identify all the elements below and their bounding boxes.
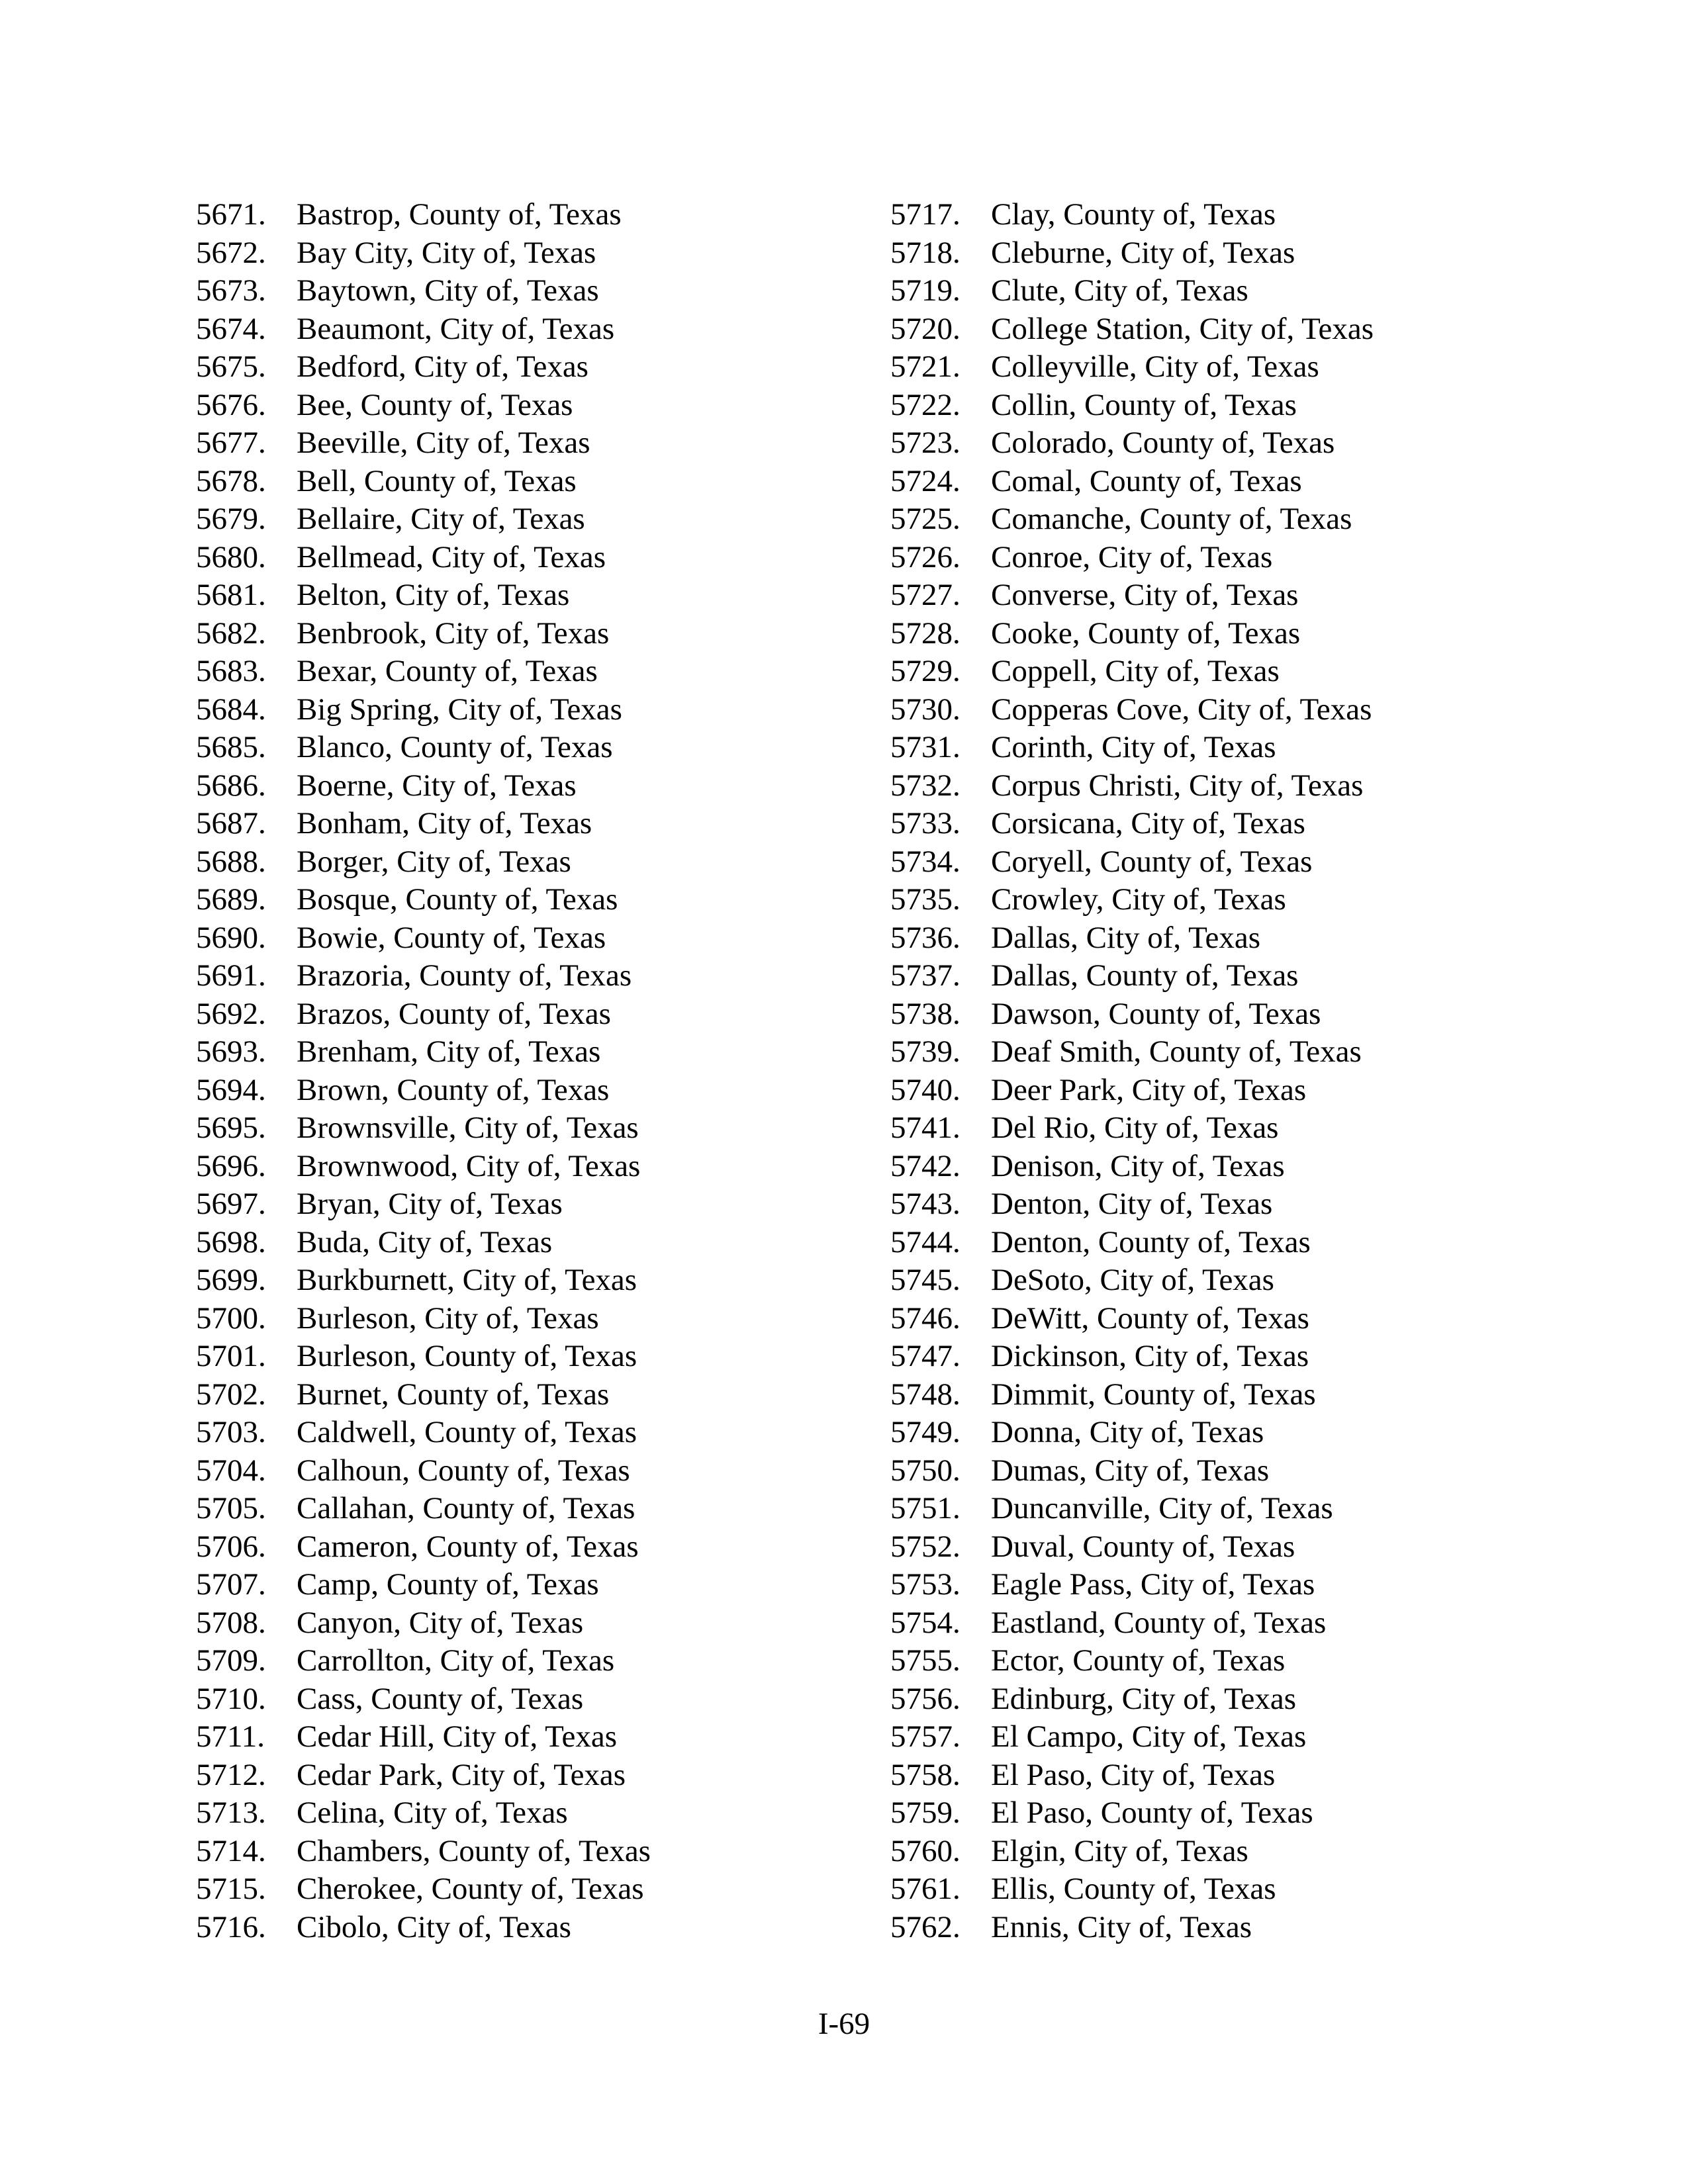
entry-name: Dallas, County of, Texas: [991, 958, 1299, 993]
entry-name: Carrollton, City of, Texas: [297, 1643, 615, 1678]
entry-name: Canyon, City of, Texas: [297, 1605, 584, 1640]
entry-name: Brownsville, City of, Texas: [297, 1111, 639, 1145]
entry-number: 5722.: [890, 387, 961, 422]
entry-number: 5757.: [890, 1719, 961, 1754]
entry-number: 5723.: [890, 426, 961, 460]
entry-number: 5672.: [196, 235, 266, 270]
entry-name: Cherokee, County of, Texas: [297, 1872, 644, 1906]
entry-number: 5686.: [196, 768, 266, 803]
entry-name: Cibolo, City of, Texas: [297, 1909, 571, 1944]
entry-name: Copperas Cove, City of, Texas: [991, 692, 1372, 727]
entry-name: Burkburnett, City of, Texas: [297, 1263, 637, 1297]
entry-name: Cooke, County of, Texas: [991, 615, 1301, 651]
entry-number: 5735.: [890, 882, 961, 917]
entry-name: Burnet, County of, Texas: [297, 1377, 610, 1412]
entry-number: 5701.: [196, 1339, 266, 1373]
list-item: [196, 1490, 858, 1528]
entry-number: 5741.: [890, 1111, 961, 1145]
entry-number: 5732.: [890, 768, 961, 803]
list-item: [890, 1909, 1552, 1947]
entry-number: 5743.: [890, 1187, 961, 1221]
entry-number: 5683.: [196, 654, 266, 688]
entry-number: 5684.: [196, 692, 266, 727]
list-item: [890, 424, 1552, 463]
list-item: [196, 196, 858, 234]
list-item: [196, 1642, 858, 1680]
list-item: [196, 539, 858, 577]
list-item: [890, 729, 1552, 767]
entry-number: 5715.: [196, 1872, 266, 1906]
entry-number: 5697.: [196, 1187, 266, 1221]
entry-number: 5733.: [890, 806, 961, 841]
list-item: [196, 1261, 858, 1300]
entry-number: 5750.: [890, 1453, 961, 1488]
entry-number: 5755.: [890, 1643, 961, 1678]
list-item: [890, 348, 1552, 387]
entry-number: 5756.: [890, 1681, 961, 1716]
entry-number: 5749.: [890, 1415, 961, 1449]
entry-number: 5707.: [196, 1567, 266, 1602]
entry-name: Caldwell, County of, Texas: [297, 1415, 637, 1449]
list-item: [196, 1300, 858, 1338]
entry-name: Bell, County of, Texas: [297, 463, 577, 498]
entry-name: Converse, City of, Texas: [991, 578, 1299, 612]
entry-name: Borger, City of, Texas: [297, 844, 571, 879]
entry-number: 5754.: [890, 1605, 961, 1640]
entry-name: Collin, County of, Texas: [991, 387, 1297, 422]
entry-name: Del Rio, City of, Texas: [991, 1111, 1279, 1145]
entry-name: Dickinson, City of, Texas: [991, 1339, 1309, 1373]
entry-name: Ector, County of, Texas: [991, 1643, 1286, 1678]
entry-number: 5695.: [196, 1111, 266, 1145]
list-item: [890, 691, 1552, 729]
list-item: [890, 1566, 1552, 1604]
entry-number: 5752.: [890, 1529, 961, 1564]
entry-name: Brown, County of, Texas: [297, 1072, 610, 1107]
list-item: [196, 424, 858, 463]
list-item: [890, 1794, 1552, 1833]
entry-number: 5726.: [890, 539, 961, 574]
entry-number: 5745.: [890, 1263, 961, 1297]
entry-number: 5717.: [890, 197, 961, 232]
list-item: [196, 843, 858, 882]
list-item: [890, 1224, 1552, 1262]
entry-number: 5709.: [196, 1643, 266, 1678]
entry-name: Comal, County of, Texas: [991, 463, 1302, 498]
list-item: [196, 729, 858, 767]
list-item: [890, 1148, 1552, 1186]
entry-number: 5690.: [196, 920, 266, 955]
list-item: [890, 463, 1552, 501]
entry-number: 5689.: [196, 882, 266, 917]
entry-number: 5740.: [890, 1072, 961, 1107]
entry-name: Corsicana, City of, Texas: [991, 806, 1305, 841]
entry-number: 5748.: [890, 1377, 961, 1412]
entry-number: 5721.: [890, 349, 961, 384]
entry-name: Dumas, City of, Texas: [991, 1453, 1270, 1488]
entry-name: Conroe, City of, Texas: [991, 539, 1273, 574]
entry-number: 5688.: [196, 844, 266, 879]
entry-number: 5714.: [196, 1833, 266, 1868]
list-item: [890, 272, 1552, 310]
entry-name: Cedar Park, City of, Texas: [297, 1757, 626, 1792]
entry-name: DeSoto, City of, Texas: [991, 1263, 1274, 1297]
entry-name: Bonham, City of, Texas: [297, 806, 592, 841]
entry-name: Bastrop, County of, Texas: [297, 197, 622, 232]
list-item: [890, 1300, 1552, 1338]
entry-name: Deer Park, City of, Texas: [991, 1072, 1307, 1107]
entry-name: Callahan, County of, Texas: [297, 1491, 635, 1525]
list-item: [890, 843, 1552, 882]
entry-number: 5693.: [196, 1034, 266, 1069]
list-item: [890, 1528, 1552, 1567]
entry-name: Burleson, County of, Texas: [297, 1339, 637, 1373]
list-item: [890, 196, 1552, 234]
entry-name: Burleson, City of, Texas: [297, 1300, 599, 1336]
entry-name: Beaumont, City of, Texas: [297, 311, 615, 346]
entry-number: 5710.: [196, 1681, 266, 1716]
list-item: [890, 1870, 1552, 1909]
list-item: [196, 653, 858, 691]
entry-name: Brazos, County of, Texas: [297, 996, 611, 1031]
entry-name: Cedar Hill, City of, Texas: [297, 1719, 618, 1754]
entry-name: Coryell, County of, Texas: [991, 844, 1313, 879]
entry-number: 5679.: [196, 502, 266, 536]
entry-name: Bedford, City of, Texas: [297, 349, 588, 384]
list-item: [890, 1642, 1552, 1680]
entry-number: 5736.: [890, 920, 961, 955]
list-item: [196, 1833, 858, 1871]
entry-number: 5730.: [890, 692, 961, 727]
list-item: [890, 957, 1552, 995]
list-item: [196, 1680, 858, 1719]
entry-name: El Paso, City of, Texas: [991, 1757, 1276, 1792]
entry-number: 5728.: [890, 615, 961, 651]
entry-number: 5687.: [196, 806, 266, 841]
list-item: [196, 1604, 858, 1643]
entry-name: Cleburne, City of, Texas: [991, 235, 1295, 270]
list-item: [890, 500, 1552, 539]
entry-name: College Station, City of, Texas: [991, 311, 1374, 346]
list-item: [196, 576, 858, 615]
entry-number: 5677.: [196, 426, 266, 460]
entry-number: 5700.: [196, 1300, 266, 1336]
right-column-list: [890, 196, 1552, 1946]
list-item: [890, 919, 1552, 958]
list-item: [890, 310, 1552, 349]
list-item: [890, 1680, 1552, 1719]
entry-number: 5725.: [890, 502, 961, 536]
entry-number: 5738.: [890, 996, 961, 1031]
list-item: [196, 881, 858, 919]
entry-name: Big Spring, City of, Texas: [297, 692, 622, 727]
list-item: [890, 653, 1552, 691]
entry-name: Ennis, City of, Texas: [991, 1909, 1252, 1944]
list-item: [196, 919, 858, 958]
entry-number: 5718.: [890, 235, 961, 270]
entry-name: Bowie, County of, Texas: [297, 920, 606, 955]
list-item: [890, 1071, 1552, 1110]
list-item: [196, 1148, 858, 1186]
list-item: [196, 691, 858, 729]
list-item: [890, 1452, 1552, 1490]
entry-name: Brenham, City of, Texas: [297, 1034, 601, 1069]
entry-number: 5692.: [196, 996, 266, 1031]
entry-name: DeWitt, County of, Texas: [991, 1300, 1309, 1336]
list-item: [196, 1452, 858, 1490]
list-item: [196, 615, 858, 653]
list-item: [890, 1833, 1552, 1871]
entry-number: 5729.: [890, 654, 961, 688]
entry-number: 5708.: [196, 1605, 266, 1640]
entry-name: Calhoun, County of, Texas: [297, 1453, 630, 1488]
entry-name: Comanche, County of, Texas: [991, 502, 1352, 536]
list-item: [196, 1071, 858, 1110]
entry-name: Denison, City of, Texas: [991, 1148, 1285, 1183]
entry-name: Duval, County of, Texas: [991, 1529, 1295, 1564]
entry-number: 5691.: [196, 958, 266, 993]
entry-name: Boerne, City of, Texas: [297, 768, 577, 803]
entry-number: 5751.: [890, 1491, 961, 1525]
entry-number: 5761.: [890, 1872, 961, 1906]
entry-name: Elgin, City of, Texas: [991, 1833, 1248, 1868]
page-number: I-69: [818, 2007, 870, 2041]
entry-number: 5713.: [196, 1796, 266, 1830]
entry-number: 5739.: [890, 1034, 961, 1069]
entry-number: 5673.: [196, 273, 266, 308]
entry-name: Clute, City of, Texas: [991, 273, 1248, 308]
list-item: [196, 1033, 858, 1071]
entry-name: Coppell, City of, Texas: [991, 654, 1280, 688]
list-item: [890, 1604, 1552, 1643]
list-item: [890, 1756, 1552, 1795]
entry-name: Beeville, City of, Texas: [297, 426, 590, 460]
entry-name: Buda, City of, Texas: [297, 1224, 553, 1259]
list-item: [196, 500, 858, 539]
entry-name: Benbrook, City of, Texas: [297, 615, 610, 651]
entry-number: 5680.: [196, 539, 266, 574]
entry-name: Baytown, City of, Texas: [297, 273, 599, 308]
entry-number: 5762.: [890, 1909, 961, 1944]
entry-number: 5760.: [890, 1833, 961, 1868]
list-item: [890, 1718, 1552, 1756]
entry-name: Dallas, City of, Texas: [991, 920, 1261, 955]
entry-number: 5674.: [196, 311, 266, 346]
entry-name: Bee, County of, Texas: [297, 387, 573, 422]
entry-name: Denton, County of, Texas: [991, 1224, 1311, 1259]
entry-name: Bosque, County of, Texas: [297, 882, 618, 917]
entry-name: Eastland, County of, Texas: [991, 1605, 1327, 1640]
list-item: [196, 348, 858, 387]
entry-number: 5727.: [890, 578, 961, 612]
list-item: [196, 1109, 858, 1148]
list-item: [196, 1566, 858, 1604]
entry-name: Edinburg, City of, Texas: [991, 1681, 1297, 1716]
entry-name: Chambers, County of, Texas: [297, 1833, 651, 1868]
list-item: [196, 463, 858, 501]
list-item: [196, 234, 858, 273]
entry-number: 5737.: [890, 958, 961, 993]
list-item: [890, 1261, 1552, 1300]
entry-name: Clay, County of, Texas: [991, 197, 1276, 232]
entry-number: 5734.: [890, 844, 961, 879]
entry-name: Bryan, City of, Texas: [297, 1187, 563, 1221]
entry-name: Crowley, City of, Texas: [991, 882, 1286, 917]
list-item: [890, 1033, 1552, 1071]
entry-name: Corinth, City of, Texas: [991, 730, 1276, 764]
list-item: [890, 576, 1552, 615]
list-item: [890, 387, 1552, 425]
list-item: [196, 1338, 858, 1376]
list-item: [890, 881, 1552, 919]
entry-number: 5720.: [890, 311, 961, 346]
entry-name: Deaf Smith, County of, Texas: [991, 1034, 1362, 1069]
list-item: [890, 1109, 1552, 1148]
list-item: [196, 1376, 858, 1414]
list-item: [890, 995, 1552, 1034]
entry-name: Dawson, County of, Texas: [991, 996, 1321, 1031]
entry-number: 5678.: [196, 463, 266, 498]
entry-number: 5698.: [196, 1224, 266, 1259]
entry-name: Ellis, County of, Texas: [991, 1872, 1276, 1906]
list-item: [196, 387, 858, 425]
entry-number: 5742.: [890, 1148, 961, 1183]
list-item: [890, 767, 1552, 805]
list-item: [890, 234, 1552, 273]
entry-name: Duncanville, City of, Texas: [991, 1491, 1333, 1525]
entry-number: 5746.: [890, 1300, 961, 1336]
list-item: [890, 1338, 1552, 1376]
entry-number: 5696.: [196, 1148, 266, 1183]
list-item: [890, 805, 1552, 843]
entry-name: El Campo, City of, Texas: [991, 1719, 1307, 1754]
entry-name: Denton, City of, Texas: [991, 1187, 1273, 1221]
entry-name: Cass, County of, Texas: [297, 1681, 584, 1716]
entry-number: 5716.: [196, 1909, 266, 1944]
entry-number: 5703.: [196, 1415, 266, 1449]
list-item: [890, 1185, 1552, 1224]
list-item: [196, 767, 858, 805]
entry-number: 5675.: [196, 349, 266, 384]
list-item: [196, 1718, 858, 1756]
list-item: [196, 1794, 858, 1833]
entry-number: 5753.: [890, 1567, 961, 1602]
list-item: [196, 1909, 858, 1947]
list-item: [890, 1376, 1552, 1414]
entry-number: 5705.: [196, 1491, 266, 1525]
entry-number: 5681.: [196, 578, 266, 612]
entry-number: 5712.: [196, 1757, 266, 1792]
entry-number: 5704.: [196, 1453, 266, 1488]
list-item: [196, 310, 858, 349]
entry-name: Blanco, County of, Texas: [297, 730, 613, 764]
entry-number: 5671.: [196, 197, 266, 232]
entry-name: Colorado, County of, Texas: [991, 426, 1335, 460]
list-item: [890, 1414, 1552, 1452]
list-item: [196, 1528, 858, 1567]
entry-name: Bellaire, City of, Texas: [297, 502, 585, 536]
entry-name: Bellmead, City of, Texas: [297, 539, 606, 574]
entry-number: 5711.: [196, 1719, 265, 1754]
entry-number: 5702.: [196, 1377, 266, 1412]
entry-number: 5676.: [196, 387, 266, 422]
left-column-list: [196, 196, 858, 1946]
list-item: [196, 1756, 858, 1795]
entry-number: 5744.: [890, 1224, 961, 1259]
entry-name: Eagle Pass, City of, Texas: [991, 1567, 1315, 1602]
entry-name: Bexar, County of, Texas: [297, 654, 598, 688]
entry-name: Brazoria, County of, Texas: [297, 958, 632, 993]
list-item: [890, 539, 1552, 577]
entry-name: Camp, County of, Texas: [297, 1567, 599, 1602]
entry-number: 5759.: [890, 1796, 961, 1830]
entry-name: El Paso, County of, Texas: [991, 1796, 1313, 1830]
entry-number: 5731.: [890, 730, 961, 764]
entry-name: Dimmit, County of, Texas: [991, 1377, 1316, 1412]
entry-number: 5682.: [196, 615, 266, 651]
list-item: [196, 1224, 858, 1262]
list-item: [196, 995, 858, 1034]
entry-name: Celina, City of, Texas: [297, 1796, 568, 1830]
list-item: [196, 957, 858, 995]
entry-name: Donna, City of, Texas: [991, 1415, 1264, 1449]
entry-number: 5724.: [890, 463, 961, 498]
list-item: [890, 1490, 1552, 1528]
entry-number: 5747.: [890, 1339, 961, 1373]
entry-number: 5694.: [196, 1072, 266, 1107]
entry-name: Corpus Christi, City of, Texas: [991, 768, 1364, 803]
list-item: [196, 1870, 858, 1909]
entry-name: Cameron, County of, Texas: [297, 1529, 639, 1564]
entry-name: Bay City, City of, Texas: [297, 235, 596, 270]
entry-name: Brownwood, City of, Texas: [297, 1148, 641, 1183]
entry-number: 5758.: [890, 1757, 961, 1792]
list-item: [196, 1185, 858, 1224]
list-item: [196, 272, 858, 310]
entry-number: 5685.: [196, 730, 266, 764]
entry-number: 5699.: [196, 1263, 266, 1297]
entry-name: Colleyville, City of, Texas: [991, 349, 1319, 384]
list-item: [196, 805, 858, 843]
entry-number: 5706.: [196, 1529, 266, 1564]
entry-number: 5719.: [890, 273, 961, 308]
list-item: [890, 615, 1552, 653]
entry-name: Belton, City of, Texas: [297, 578, 570, 612]
list-item: [196, 1414, 858, 1452]
